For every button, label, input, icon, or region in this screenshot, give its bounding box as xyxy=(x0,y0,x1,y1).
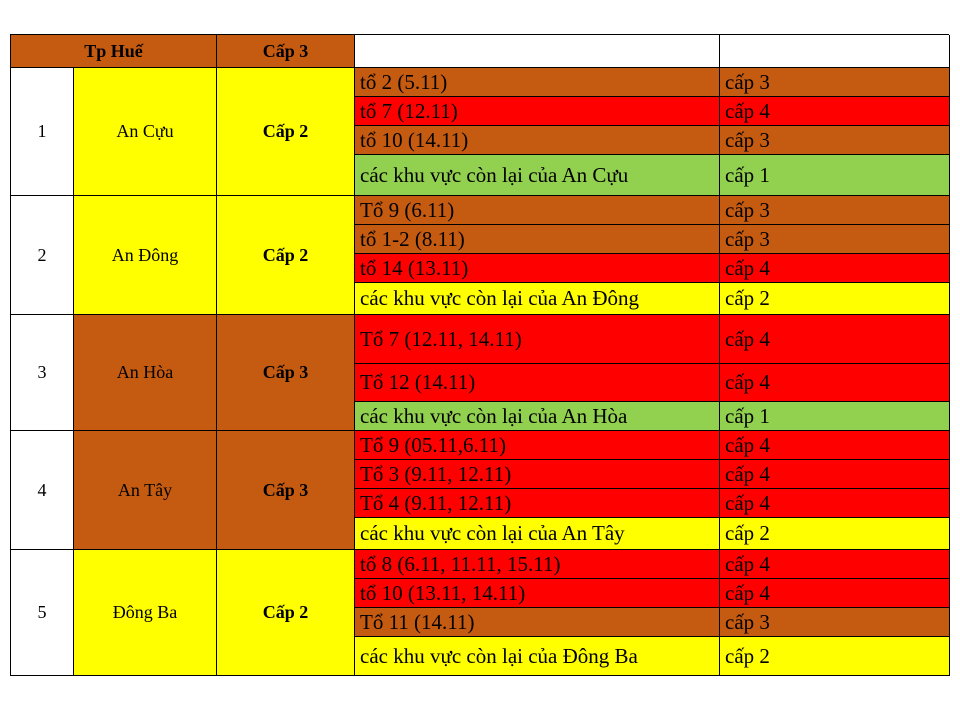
ward-name: An Hòa xyxy=(74,315,217,431)
area-level: cấp 3 xyxy=(720,608,950,637)
header-city-level: Cấp 3 xyxy=(217,35,355,68)
area-name: các khu vực còn lại của Đông Ba xyxy=(355,637,720,676)
area-name: các khu vực còn lại của An Đông xyxy=(355,283,720,315)
area-name: Tổ 4 (9.11, 12.11) xyxy=(355,489,720,518)
ward-number: 1 xyxy=(11,68,74,196)
area-name: tổ 10 (14.11) xyxy=(355,126,720,155)
ward-number: 3 xyxy=(11,315,74,431)
ward-number: 4 xyxy=(11,431,74,550)
area-name: Tổ 9 (6.11) xyxy=(355,196,720,225)
area-name: Tổ 9 (05.11,6.11) xyxy=(355,431,720,460)
ward-level: Cấp 3 xyxy=(217,315,355,431)
header-blank-area xyxy=(355,35,720,68)
ward-name: An Đông xyxy=(74,196,217,315)
area-level: cấp 3 xyxy=(720,225,950,254)
covid-level-table xyxy=(10,34,949,676)
area-level: cấp 3 xyxy=(720,68,950,97)
area-level: cấp 3 xyxy=(720,196,950,225)
area-name: Tổ 3 (9.11, 12.11) xyxy=(355,460,720,489)
ward-level: Cấp 3 xyxy=(217,431,355,550)
area-level: cấp 2 xyxy=(720,518,950,550)
area-level: cấp 4 xyxy=(720,550,950,579)
area-name: tổ 14 (13.11) xyxy=(355,254,720,283)
area-level: cấp 1 xyxy=(720,155,950,196)
area-level: cấp 4 xyxy=(720,364,950,402)
area-level: cấp 4 xyxy=(720,579,950,608)
area-name: Tổ 12 (14.11) xyxy=(355,364,720,402)
ward-level: Cấp 2 xyxy=(217,68,355,196)
area-name: các khu vực còn lại của An Cựu xyxy=(355,155,720,196)
ward-number: 5 xyxy=(11,550,74,676)
area-name: tổ 1-2 (8.11) xyxy=(355,225,720,254)
area-name: tổ 10 (13.11, 14.11) xyxy=(355,579,720,608)
area-name: các khu vực còn lại của An Tây xyxy=(355,518,720,550)
area-level: cấp 4 xyxy=(720,460,950,489)
ward-name: An Cựu xyxy=(74,68,217,196)
area-level: cấp 4 xyxy=(720,431,950,460)
area-level: cấp 3 xyxy=(720,126,950,155)
area-level: cấp 4 xyxy=(720,97,950,126)
ward-number: 2 xyxy=(11,196,74,315)
area-level: cấp 1 xyxy=(720,402,950,431)
area-level: cấp 4 xyxy=(720,254,950,283)
header-blank-level xyxy=(720,35,950,68)
area-name: Tổ 11 (14.11) xyxy=(355,608,720,637)
area-name: tổ 2 (5.11) xyxy=(355,68,720,97)
area-name: các khu vực còn lại của An Hòa xyxy=(355,402,720,431)
area-level: cấp 2 xyxy=(720,637,950,676)
ward-name: An Tây xyxy=(74,431,217,550)
area-level: cấp 4 xyxy=(720,489,950,518)
area-level: cấp 2 xyxy=(720,283,950,315)
ward-level: Cấp 2 xyxy=(217,196,355,315)
area-level: cấp 4 xyxy=(720,315,950,364)
area-name: Tổ 7 (12.11, 14.11) xyxy=(355,315,720,364)
area-name: tổ 8 (6.11, 11.11, 15.11) xyxy=(355,550,720,579)
header-city: Tp Huế xyxy=(11,35,217,68)
ward-level: Cấp 2 xyxy=(217,550,355,676)
ward-name: Đông Ba xyxy=(74,550,217,676)
area-name: tổ 7 (12.11) xyxy=(355,97,720,126)
